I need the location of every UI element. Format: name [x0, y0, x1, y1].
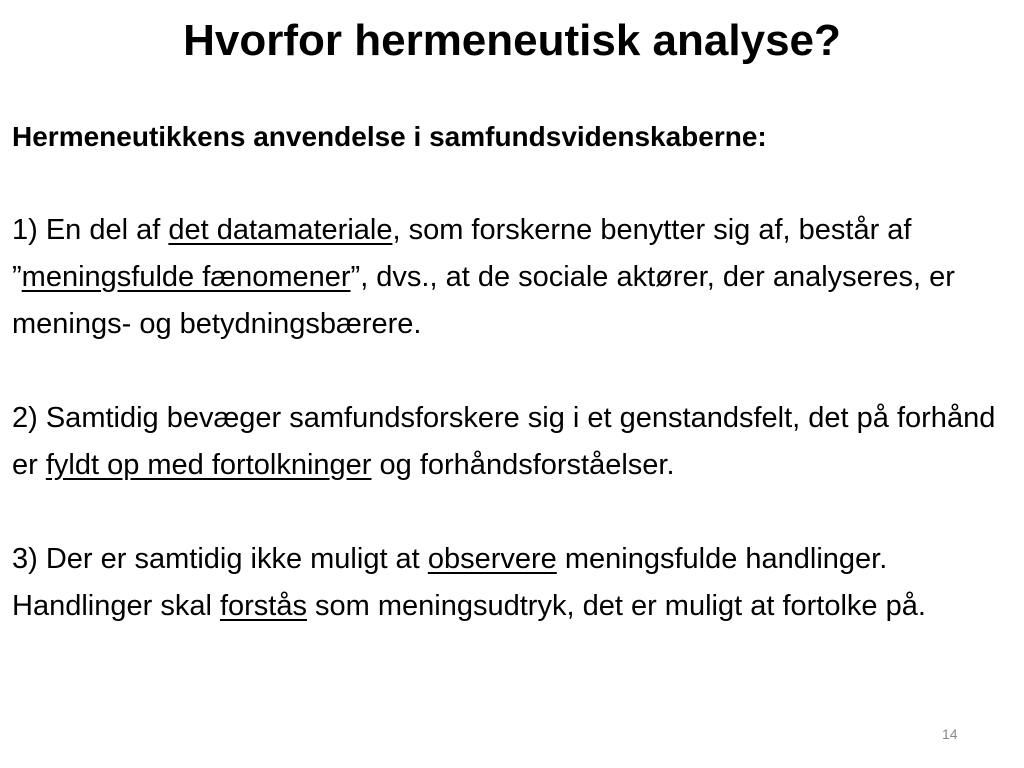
point-3-emphasis-forstaas: forstås [219, 590, 307, 622]
point-3-emphasis-observere: observere [427, 543, 557, 575]
point-3-text: 3) Der er samtidig ikke muligt at [12, 543, 428, 575]
point-2-text: og forhåndsforståelser. [371, 449, 675, 481]
point-2-text: 2) Samtidig bevæger samfundsforskere sig i et genstandsfelt, det på forhånd er [12, 402, 996, 481]
slide-content [12, 113, 1017, 630]
point-3 [12, 536, 1017, 630]
point-1-text: , som forskerne benytter sig af, består af ” [12, 214, 912, 293]
page-number: 14 [942, 726, 958, 742]
slide-title: Hvorfor hermeneutisk analyse? [183, 16, 841, 65]
point-3-text: som meningsudtryk, det er muligt at fortolke på. [306, 590, 926, 622]
point-3-text: meningsfulde handlinger. Handlinger skal [12, 543, 888, 622]
point-1-emphasis-datamateriale: det datamateriale [168, 214, 393, 246]
point-2 [12, 395, 1017, 489]
point-2-emphasis-fortolkninger: fyldt op med fortolkninger [45, 449, 372, 481]
point-1-text: 1) En del af [12, 214, 169, 246]
point-1-text: ”, dvs., at de sociale aktører, der analyseres, er menings- og betydningsbærere. [12, 261, 955, 340]
point-1 [12, 207, 1017, 348]
slide-subtitle: Hermeneutikkens anvendelse i samfundsvidenskaberne: [12, 121, 767, 152]
point-1-emphasis-meningsfulde: meningsfulde fænomener [21, 261, 351, 293]
